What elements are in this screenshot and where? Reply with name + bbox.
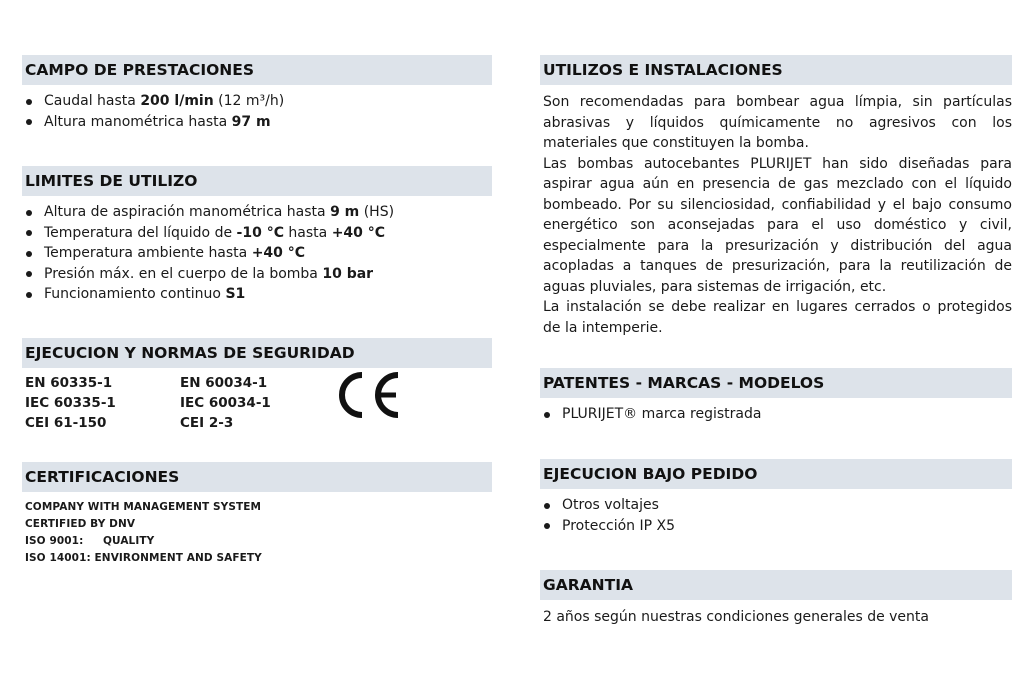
- bullet-icon: [26, 210, 32, 216]
- ce-mark-icon: [332, 365, 404, 425]
- bullet-list: [22, 91, 492, 132]
- list-item: Temperatura del líquido de -10 °C hasta +40 °C: [22, 223, 492, 244]
- ejecucion-bajo-pedido-section: [540, 459, 1012, 536]
- cert-line: ISO 9001: QUALITY: [25, 535, 155, 547]
- paragraph-block: [540, 92, 1012, 338]
- norm-label: CEI 2-3: [180, 415, 234, 431]
- norms-column-1: [25, 373, 116, 433]
- norm-label: EN 60034-1: [180, 375, 268, 391]
- section-header: PATENTES - MARCAS - MODELOS: [540, 368, 1012, 398]
- garantia-text: 2 años según nuestras condiciones generales de venta: [543, 609, 929, 625]
- bullet-icon: [26, 251, 32, 257]
- bullet-icon: [26, 292, 32, 298]
- section-header: CAMPO DE PRESTACIONES: [22, 55, 492, 85]
- bullet-icon: [26, 271, 32, 277]
- ejecucion-normas-section: [22, 338, 492, 433]
- paragraph: Son recomendadas para bombear agua límpia, sin partículas abrasivas y líquidos químicamente no agresivos con los materiales que constituyen la bomba.: [543, 94, 1012, 151]
- list-item: PLURIJET® marca registrada: [540, 404, 1012, 425]
- list-item: Altura manométrica hasta 97 m: [22, 112, 492, 133]
- bullet-icon: [544, 503, 550, 509]
- cert-line: COMPANY WITH MANAGEMENT SYSTEM: [25, 501, 262, 513]
- cert-line: CERTIFIED BY DNV: [25, 518, 136, 530]
- norms-block: [22, 373, 492, 433]
- section-header: EJECUCION BAJO PEDIDO: [540, 459, 1012, 489]
- norm-label: IEC 60335-1: [25, 395, 116, 411]
- bullet-icon: [544, 412, 550, 418]
- campo-prestaciones-section: [22, 55, 492, 132]
- section-header: EJECUCION Y NORMAS DE SEGURIDAD: [22, 338, 492, 368]
- limites-utilizo-section: [22, 166, 492, 305]
- bullet-list: [22, 202, 492, 305]
- norm-label: EN 60335-1: [25, 375, 113, 391]
- utilizos-instalaciones-section: [540, 55, 1012, 338]
- section-header: UTILIZOS E INSTALACIONES: [540, 55, 1012, 85]
- section-header: CERTIFICACIONES: [22, 462, 492, 492]
- bullet-icon: [26, 99, 32, 105]
- list-item: Otros voltajes: [540, 495, 1012, 516]
- norms-column-2: [180, 373, 271, 433]
- bullet-list: [540, 404, 1012, 425]
- cert-line: ISO 14001: ENVIRONMENT AND SAFETY: [25, 552, 262, 564]
- bullet-icon: [544, 523, 550, 529]
- section-header: GARANTIA: [540, 570, 1012, 600]
- section-header: LIMITES DE UTILIZO: [22, 166, 492, 196]
- list-item: Protección IP X5: [540, 516, 1012, 537]
- list-item: Presión máx. en el cuerpo de la bomba 10 bar: [22, 264, 492, 285]
- bullet-icon: [26, 230, 32, 236]
- norm-label: CEI 61-150: [25, 415, 107, 431]
- paragraph: La instalación se debe realizar en lugares cerrados o protegidos de la intemperie.: [543, 299, 1012, 336]
- list-item: Funcionamiento continuo S1: [22, 284, 492, 305]
- list-item: Altura de aspiración manométrica hasta 9 m (HS): [22, 202, 492, 223]
- certification-text: [22, 499, 492, 567]
- list-item: Caudal hasta 200 l/min (12 m³/h): [22, 91, 492, 112]
- list-item: Temperatura ambiente hasta +40 °C: [22, 243, 492, 264]
- patentes-section: [540, 368, 1012, 425]
- norm-label: IEC 60034-1: [180, 395, 271, 411]
- garantia-section: [540, 570, 1012, 628]
- paragraph: Las bombas autocebantes PLURIJET han sido diseñadas para aspirar agua aún en presencia de gas mezclado con el líquido bombeado. Por su silenciosidad, confiabilidad y el bajo consumo energético son aconsejadas para el uso doméstico y civil, especialmente para la presurización y distribución del agua acopladas a tanques de presurización, para la reutilización de aguas pluviales, para sistemas de irrigación, etc.: [543, 155, 1012, 295]
- certificaciones-section: [22, 462, 492, 567]
- bullet-list: [540, 495, 1012, 536]
- bullet-icon: [26, 119, 32, 125]
